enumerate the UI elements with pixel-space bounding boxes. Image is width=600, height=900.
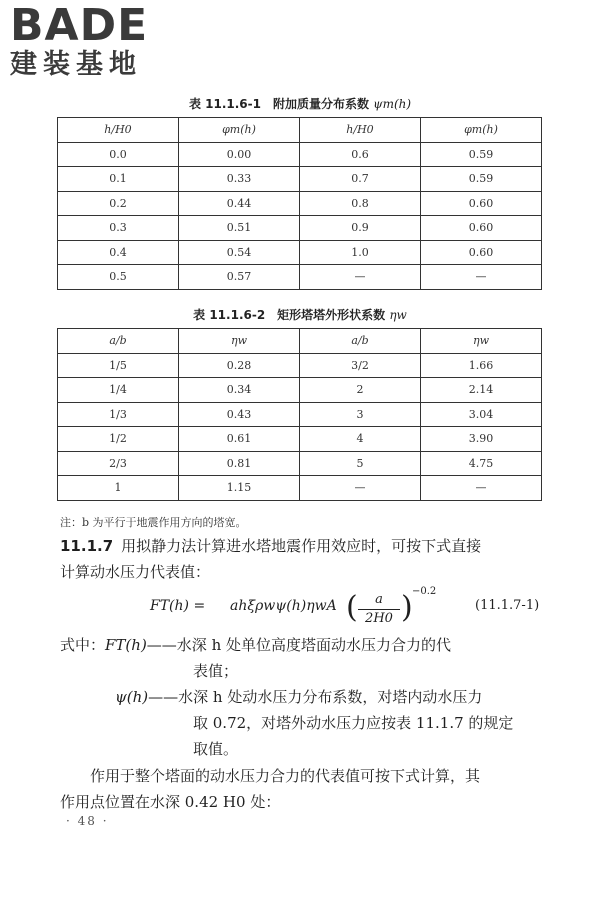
table-cell: 0.44: [179, 191, 300, 216]
table-header-row: [58, 118, 542, 143]
table-cell: 0.3: [58, 216, 179, 241]
table-cell: 0.54: [179, 240, 300, 265]
table-cell: 0.6: [300, 142, 421, 167]
table-cell: 0.59: [421, 167, 542, 192]
table-cell: 0.28: [179, 353, 300, 378]
definition-symbol-psi: ψ(h): [115, 688, 149, 706]
table-row: [58, 240, 542, 265]
page-number: · 48 ·: [66, 814, 109, 828]
mass-distribution-table: [57, 117, 542, 290]
closing-paragraph-line2: 作用点位置在水深 0.42 H0 处：: [60, 793, 281, 811]
table-cell: —: [421, 476, 542, 501]
table-header-cell: φm(h): [179, 118, 300, 143]
table-header-row: [58, 329, 542, 354]
table-row: [58, 427, 542, 452]
table-cell: 0.0: [58, 142, 179, 167]
table-cell: 1: [58, 476, 179, 501]
definition-2-line1: ——水深 h 处动水压力分布系数，对塔内动水压力: [148, 688, 483, 706]
table-cell: 2: [300, 378, 421, 403]
table-cell: 0.60: [421, 216, 542, 241]
clause-line2: 计算动水压力代表值：: [60, 563, 211, 581]
table2-caption-symbol: ηw: [389, 308, 407, 322]
table-row: [58, 402, 542, 427]
table-cell: 3: [300, 402, 421, 427]
table-cell: 1.0: [300, 240, 421, 265]
table-cell: 1/2: [58, 427, 179, 452]
definition-2: [115, 684, 482, 710]
table-cell: 0.2: [58, 191, 179, 216]
formula-right-paren: ): [401, 590, 413, 625]
formula-lhs: FT(h) =: [150, 598, 206, 614]
table-cell: 0.8: [300, 191, 421, 216]
definitions-intro-text: 式中：: [60, 636, 106, 654]
table-row: [58, 378, 542, 403]
table-cell: 0.4: [58, 240, 179, 265]
table-row: [58, 265, 542, 290]
definition-symbol-ft: FT(h): [105, 636, 147, 654]
table-cell: 0.9: [300, 216, 421, 241]
table-cell: 1.15: [179, 476, 300, 501]
formula-denominator: 2H0: [365, 611, 393, 626]
table-cell: 2.14: [421, 378, 542, 403]
table-cell: —: [300, 265, 421, 290]
clause-number: 11.1.7: [60, 537, 114, 555]
table-row: [58, 191, 542, 216]
table2-caption: [0, 306, 600, 323]
table-cell: 0.34: [179, 378, 300, 403]
shape-coefficient-table: [57, 328, 542, 501]
table-header-cell: a/b: [300, 329, 421, 354]
table-cell: 0.61: [179, 427, 300, 452]
table-cell: 0.51: [179, 216, 300, 241]
definition-2-line2: 取 0.72，对塔外动水压力应按表 11.1.7 的规定: [193, 714, 514, 732]
table-cell: 0.1: [58, 167, 179, 192]
table-cell: 5: [300, 451, 421, 476]
formula-left-paren: (: [346, 590, 358, 625]
table-cell: 0.60: [421, 191, 542, 216]
table-cell: 2/3: [58, 451, 179, 476]
table-cell: 0.5: [58, 265, 179, 290]
table-header-cell: φm(h): [421, 118, 542, 143]
table-row: [58, 216, 542, 241]
table-row: [58, 142, 542, 167]
table-cell: —: [300, 476, 421, 501]
formula-11-1-7-1: [140, 586, 560, 630]
table-row: [58, 451, 542, 476]
table-header-cell: h/H0: [300, 118, 421, 143]
definitions-intro: [60, 632, 451, 658]
formula-rhs: ahξρwψ(h)ηwA: [230, 598, 337, 614]
table-row: [58, 167, 542, 192]
table2-caption-text: 表 11.1.6-2 矩形塔塔外形状系数: [193, 308, 390, 322]
table-cell: 0.81: [179, 451, 300, 476]
table-cell: 3.04: [421, 402, 542, 427]
logo-subtitle: 建装基地: [10, 49, 142, 80]
formula-number: (11.1.7-1): [475, 598, 540, 613]
table-note: 注：b 为平行于地震作用方向的塔宽。: [60, 516, 247, 529]
table-cell: —: [421, 265, 542, 290]
table-header-cell: ηw: [421, 329, 542, 354]
formula-numerator: a: [375, 592, 383, 607]
definition-1-continuation: 表值；: [193, 662, 239, 680]
table-cell: 1/5: [58, 353, 179, 378]
fraction-bar: [358, 609, 400, 610]
table-header-cell: ηw: [179, 329, 300, 354]
definition-2-line3: 取值。: [193, 740, 239, 758]
table1-caption-text: 表 11.1.6-1 附加质量分布系数: [188, 97, 374, 111]
clause-line1: 用拟静力法计算进水塔地震作用效应时，可按下式直接: [121, 537, 482, 555]
clause-paragraph: [60, 533, 550, 585]
table-cell: 3/2: [300, 353, 421, 378]
formula-fraction: [358, 592, 400, 627]
logo-mark: BADE: [10, 0, 149, 51]
table-cell: 0.60: [421, 240, 542, 265]
table-header-cell: a/b: [58, 329, 179, 354]
table-cell: 3.90: [421, 427, 542, 452]
table-cell: 4.75: [421, 451, 542, 476]
table-row: [58, 476, 542, 501]
formula-exponent: −0.2: [412, 586, 437, 597]
closing-paragraph-line1: 作用于整个塔面的动水压力合力的代表值可按下式计算，其: [90, 767, 481, 785]
table-cell: 0.59: [421, 142, 542, 167]
table1-caption: [0, 95, 600, 112]
table-row: [58, 353, 542, 378]
table1-caption-symbol: ψm(h): [373, 97, 412, 111]
table-header-cell: h/H0: [58, 118, 179, 143]
table-cell: 4: [300, 427, 421, 452]
table-cell: 1.66: [421, 353, 542, 378]
table-cell: 0.00: [179, 142, 300, 167]
table-cell: 1/3: [58, 402, 179, 427]
table-cell: 0.7: [300, 167, 421, 192]
table-cell: 0.57: [179, 265, 300, 290]
table-cell: 0.33: [179, 167, 300, 192]
bade-logo: [10, 0, 149, 80]
definition-1-line1: ——水深 h 处单位高度塔面动水压力合力的代: [146, 636, 451, 654]
table-cell: 0.43: [179, 402, 300, 427]
table-cell: 1/4: [58, 378, 179, 403]
